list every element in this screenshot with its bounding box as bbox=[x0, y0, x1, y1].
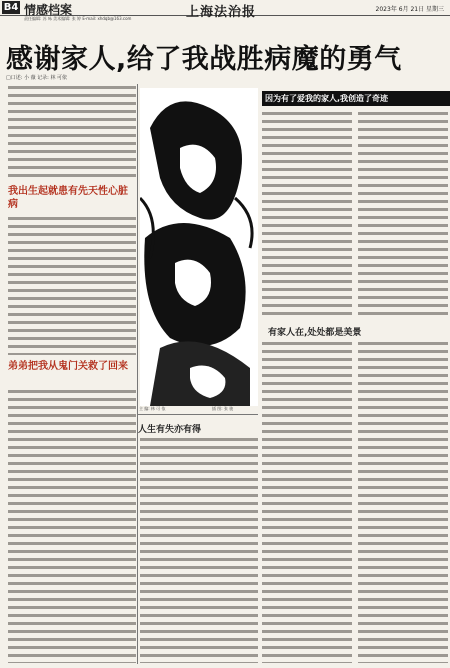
editor-box-label: 主 编: 林 可 依 bbox=[139, 406, 166, 411]
box-divider bbox=[138, 414, 258, 415]
masthead: 上海法治报 bbox=[186, 5, 257, 20]
subhead-5: 人生有失亦有得 bbox=[138, 425, 202, 435]
subhead-4: 有家人在,处处都是美景 bbox=[268, 328, 362, 338]
byline: □口述: 小 薇 记录: 林 可依 bbox=[6, 75, 68, 81]
body-column-1a bbox=[8, 215, 136, 355]
body-box bbox=[140, 436, 258, 663]
subhead-3: 因为有了爱我的家人,我创造了奇迹 bbox=[262, 91, 450, 106]
body-column-3a bbox=[262, 110, 352, 318]
page-headline: 感谢家人,给了我战胜病魔的勇气 bbox=[6, 44, 402, 75]
body-column-4a bbox=[262, 340, 352, 663]
body-column-1b bbox=[8, 388, 136, 663]
column-divider bbox=[137, 84, 138, 664]
body-column-3b bbox=[358, 110, 448, 318]
subhead-1: 我出生起就患有先天性心脏病 bbox=[8, 186, 128, 210]
subhead-2: 弟弟把我从鬼门关救了回来 bbox=[8, 361, 128, 372]
page-number: B4 bbox=[3, 2, 19, 13]
section-name: 情感档案 bbox=[24, 3, 73, 17]
editor-line: 责任编辑: 苏 咏 美术编辑: 张 婷 E-mail: xhdqb@163.com bbox=[24, 16, 132, 21]
issue-date: 2023年 6月 21日 星期三 bbox=[375, 6, 444, 13]
lead-paragraph bbox=[8, 84, 136, 180]
illustration-caption: 插 图: 张 骏 bbox=[212, 406, 234, 411]
body-column-4b bbox=[358, 340, 448, 663]
illustration bbox=[140, 88, 258, 406]
